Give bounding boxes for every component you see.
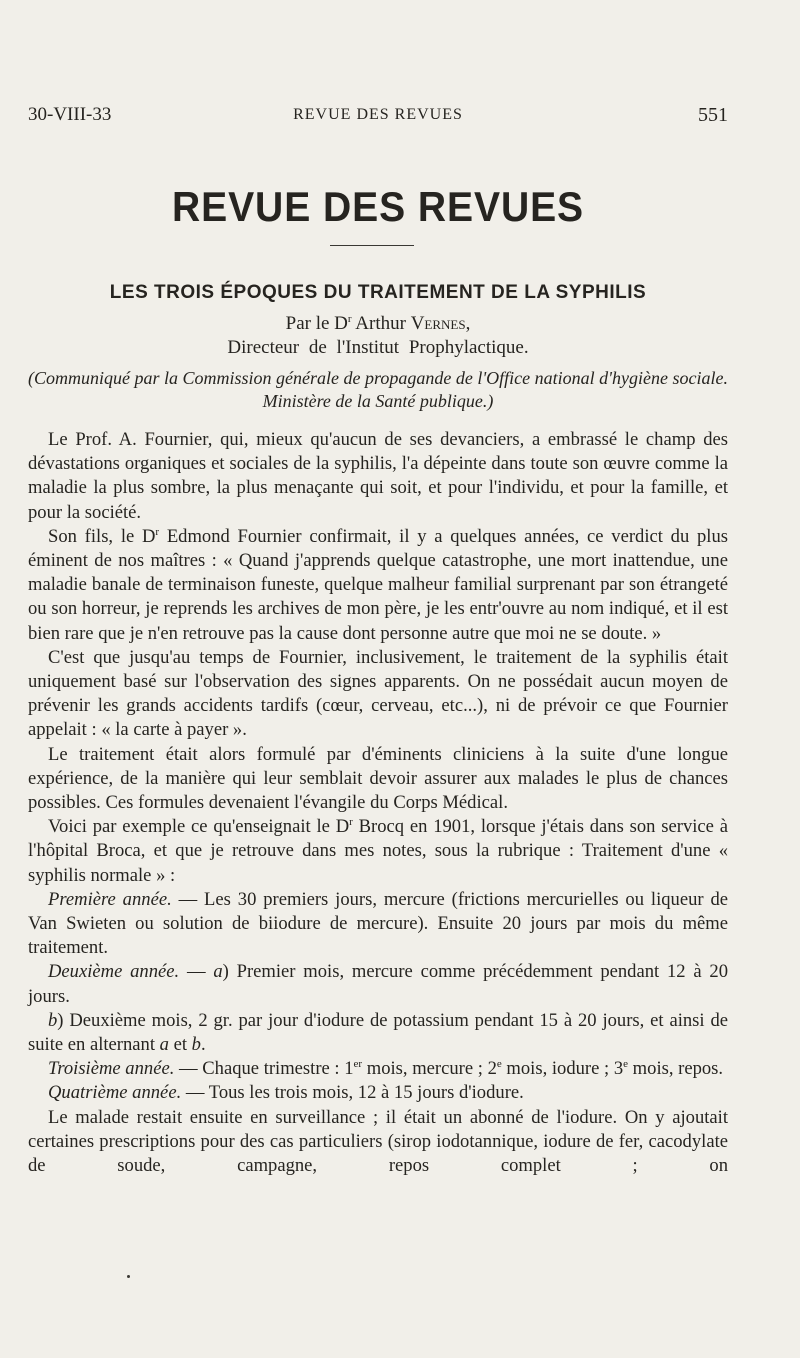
- paragraph-first-year: [28, 888, 728, 961]
- second-year-dash: —: [179, 961, 214, 983]
- third-year-sup-2: e: [496, 1058, 502, 1071]
- first-year-label: Première année.: [48, 888, 172, 910]
- p5-rest: Brocq en 1901, lorsque j'étais dans son service à l'hôpital Broca, et que je retrouve dans mes notes, sous la rubrique : Traitement d'une « syphilis normale » :: [28, 816, 728, 886]
- third-year-text-b: mois, mercure ; 2: [362, 1058, 497, 1080]
- third-year-text-d: mois, repos.: [628, 1058, 724, 1080]
- item-b-and: et: [168, 1034, 192, 1056]
- paragraph-4: Le traitement était alors formulé par d'éminents cliniciens à la suite d'une longue expérience, de la manière qui leur semblait devoir assurer aux malades le plus de chances possibles. Ces formules devenaient l'évangile du Corps Médical.: [28, 743, 728, 814]
- paragraph-second-year: [28, 960, 728, 1008]
- second-year-letter: a: [213, 961, 223, 983]
- paragraph-third-year: [28, 1057, 728, 1081]
- paragraph-fourth-year: [28, 1081, 728, 1105]
- third-year-text-c: mois, iodure ; 3: [501, 1058, 624, 1080]
- item-b-letter: b: [48, 1009, 58, 1031]
- page: [28, 0, 728, 1358]
- author-last-name: Vernes,: [410, 313, 471, 334]
- byline-prefix: Par le D: [285, 313, 348, 334]
- paragraph-second-year-b: [28, 1009, 728, 1057]
- item-b-a: a: [159, 1034, 169, 1056]
- paragraph-2: [28, 525, 728, 646]
- p5-start: Voici par exemple ce qu'enseignait le D: [48, 816, 350, 838]
- paragraph-1: Le Prof. A. Fournier, qui, mieux qu'aucun de ses devanciers, a embrassé le champ des dévastations organiques et sociales de la syphilis, l'a dépeinte dans toute son œuvre comme la maladie la plus sombre, la plus menaçante qui soit, et pour l'individu, et pour la famille, et pour la société.: [28, 429, 728, 523]
- article-title: LES TROIS ÉPOQUES DU TRAITEMENT DE LA SYPHILIS: [109, 282, 647, 303]
- second-year-label: Deuxième année.: [48, 961, 180, 983]
- header-journal-title: REVUE DES REVUES: [293, 106, 463, 123]
- p5-sup: r: [349, 816, 353, 829]
- section-title: REVUE DES REVUES: [171, 183, 585, 230]
- paragraph-5: [28, 815, 728, 888]
- byline-sup: r: [347, 313, 352, 325]
- second-year-text: ) Premier mois, mercure comme précédemment pendant 12 à 20 jours.: [28, 961, 728, 1007]
- fourth-year-text: — Tous les trois mois, 12 à 15 jours d'iodure.: [181, 1082, 524, 1104]
- item-b-b: b: [191, 1034, 201, 1056]
- item-b-end: .: [200, 1034, 206, 1056]
- page-number: 551: [698, 104, 728, 126]
- byline-author: [28, 313, 728, 335]
- article-body: [28, 428, 728, 1178]
- third-year-text-a: — Chaque trimestre : 1: [174, 1058, 354, 1080]
- fourth-year-label: Quatrième année.: [48, 1082, 182, 1104]
- first-year-text: — Les 30 premiers jours, mercure (frictions mercurielles ou liqueur de Van Swieten ou solution de biiodure de mercure). Ensuite 20 jours par mois du même traitement.: [28, 888, 728, 959]
- paragraph-11: Le malade restait ensuite en surveillance ; il était un abonné de l'iodure. On y ajoutait certaines prescriptions pour des cas particuliers (sirop iodotannique, iodure de fer, cacodylate de soude, campagne, repos complet ; on: [28, 1106, 728, 1177]
- third-year-sup-3: e: [623, 1058, 629, 1071]
- byline-role: [28, 337, 728, 359]
- p2-rest: Edmond Fournier confirmait, il y a quelques années, ce verdict du plus éminent de nos maîtres : « Quand j'apprends quelque catastrophe, une mort inattendue, une maladie banale de terminaison funeste, quelque malheur familial surprenant par son étrangeté ou son horreur, je reprends les archives de mon père, je les entr'ouvre au nom indiqué, et il est bien rare que je n'en retrouve pas la cause dont personne autre que moi ne se doute. »: [28, 525, 728, 644]
- running-header: [28, 104, 728, 132]
- title-divider: [330, 245, 414, 246]
- author-first-name: Arthur: [351, 313, 411, 334]
- paragraph-3: C'est que jusqu'au temps de Fournier, inclusivement, le traitement de la syphilis était uniquement basé sur l'observation des signes apparents. On ne possédait aucun moyen de prévenir les grands accidents tardifs (cœur, cerveau, etc...), ni de prévoir ce que Fournier appelait : « la carte à payer ».: [28, 646, 728, 741]
- header-date: 30-VIII-33: [28, 104, 112, 125]
- margin-speck: [127, 1275, 130, 1278]
- item-b-text: ) Deuxième mois, 2 gr. par jour d'iodure de potassium pendant 15 à 20 jours, et ainsi de suite en alternant: [28, 1009, 728, 1056]
- communique-note: (Communiqué par la Commission générale de propagande de l'Office national d'hygiène sociale. Ministère de la Santé publique.): [28, 368, 728, 411]
- p2-sup: r: [155, 525, 160, 538]
- third-year-sup-1: er: [353, 1058, 363, 1071]
- author-role: Directeur de l'Institut Prophylactique.: [227, 337, 529, 358]
- third-year-label: Troisième année.: [48, 1058, 175, 1080]
- p2-start: Son fils, le D: [48, 525, 156, 547]
